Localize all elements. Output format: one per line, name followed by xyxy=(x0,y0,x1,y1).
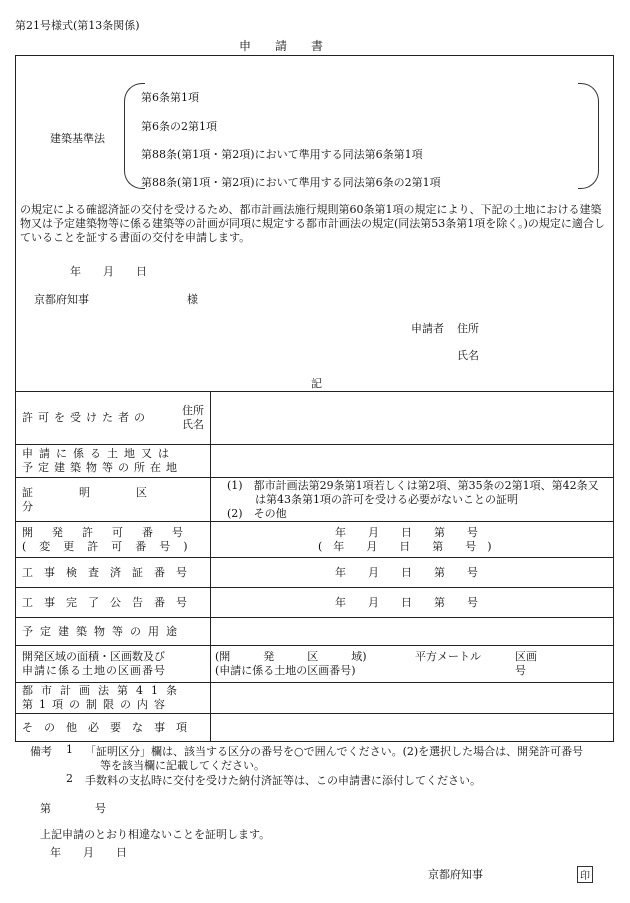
permit-number-value[interactable]: 年 月 日 第 号 xyxy=(335,525,478,539)
restriction-label-2: 第1項の制限の内容 xyxy=(22,698,171,711)
table-row xyxy=(16,588,614,618)
holder-value[interactable] xyxy=(211,392,614,445)
table-row xyxy=(16,558,614,588)
table-row xyxy=(16,714,614,742)
addressee: 京都府知事 xyxy=(34,293,89,306)
table-row xyxy=(16,445,614,478)
cert-issuer: 京都府知事 xyxy=(428,868,483,881)
details-table xyxy=(15,391,614,742)
inspection-cert-value[interactable]: 年 月 日 第 号 xyxy=(335,565,478,579)
building-use-value[interactable] xyxy=(211,618,614,646)
lot-number-unit: 号 xyxy=(515,664,526,677)
completion-notice-value[interactable]: 年 月 日 第 号 xyxy=(335,595,478,609)
right-brace xyxy=(578,83,599,189)
restriction-value[interactable] xyxy=(211,683,614,714)
note-1-number: 1 xyxy=(66,743,73,756)
certification-option-2[interactable]: (2) その他 xyxy=(227,506,287,520)
intro-paragraph: の規定による確認済証の交付を受けるため、都市計画法施行規則第60条第1項の規定により、下記の土地における建築物又は予定建築物等に係る建築等の計画が同項に規定する都市計画法の規定(同法第53条第1項を除く。)の規定に適合していることを証する書面の交付を申請します。 xyxy=(20,203,605,244)
permit-change-value[interactable]: ( 年 月 日 第 号 ) xyxy=(318,539,492,553)
note-2-number: 2 xyxy=(66,772,73,785)
area-label-1: 開発区域の面積・区画数及び xyxy=(22,650,165,663)
applicant-name-label: 氏名 xyxy=(457,349,479,362)
holder-name-label: 氏名 xyxy=(182,418,204,431)
dev-area-label: (開 発 区 域) xyxy=(215,650,367,663)
form-number: 第21号様式(第13条関係) xyxy=(15,19,140,32)
location-label-2: 予定建築物等の所在地 xyxy=(22,461,182,474)
other-items-label: その他必要な事項 xyxy=(22,720,198,734)
honorific: 様 xyxy=(187,293,198,306)
location-label-1: 申請に係る土地又は xyxy=(22,447,175,460)
applicant-address-label: 住所 xyxy=(457,322,479,335)
application-date: 年 月 日 xyxy=(70,265,147,278)
holder-address-label: 住所 xyxy=(182,404,204,417)
location-value[interactable] xyxy=(211,445,614,478)
cert-statement: 上記申請のとおり相違ないことを証明します。 xyxy=(40,828,271,841)
table-row xyxy=(16,522,614,558)
completion-notice-label: 工事完了公告番号 xyxy=(22,595,198,609)
applicant-label: 申請者 xyxy=(411,322,444,335)
permit-number-label: 開発許可番号 xyxy=(22,525,202,539)
notes-heading: 備考 xyxy=(30,745,52,758)
other-items-value[interactable] xyxy=(211,714,614,742)
holder-label: 許可を受けた者の xyxy=(22,411,150,424)
table-row xyxy=(16,478,614,522)
cert-date: 年 月 日 xyxy=(50,846,127,859)
building-use-label: 予定建築物等の用途 xyxy=(22,624,184,638)
lots-unit: 区画 xyxy=(515,650,537,663)
basis-item: 第6条の2第1項 xyxy=(141,120,217,133)
restriction-label-1: 都市計画法第41条 xyxy=(22,684,185,697)
note-2-text: 手数料の支払時に交付を受けた納付済証等は、この申請書に添付してください。 xyxy=(85,774,481,787)
area-unit: 平方メートル xyxy=(415,650,481,663)
note-1-text: 「証明区分」欄は、該当する区分の番号を○で囲んでください。(2)を選択した場合は、開発許可番号 xyxy=(85,745,584,758)
lot-number-label: (申請に係る土地の区画番号) xyxy=(215,664,356,677)
basis-law-label: 建築基準法 xyxy=(50,132,105,145)
table-row xyxy=(16,618,614,646)
cert-number-line: 第 号 xyxy=(40,802,106,815)
table-row xyxy=(16,392,614,445)
permit-change-label: (変更許可番号) xyxy=(22,539,201,553)
basis-item: 第88条(第1項・第2項)において準用する同法第6条の2第1項 xyxy=(141,176,441,189)
certification-type-label: 証明区分 xyxy=(22,485,193,513)
ki-heading: 記 xyxy=(311,377,322,390)
seal-mark: 印 xyxy=(577,866,593,883)
certification-option-1[interactable]: (1) 都市計画法第29条第1項若しくは第2項、第35条の2第1項、第42条又 xyxy=(227,478,599,492)
basis-item: 第6条第1項 xyxy=(141,91,199,104)
table-row xyxy=(16,646,614,683)
page-title: 申 請 書 xyxy=(239,39,324,53)
area-label-2: 申請に係る土地の区画番号 xyxy=(22,664,166,677)
table-row xyxy=(16,683,614,714)
basis-item: 第88条(第1項・第2項)において準用する同法第6条第1項 xyxy=(141,148,423,161)
certification-option-1-cont: は第43条第1項の許可を受ける必要がないことの証明 xyxy=(255,492,518,506)
inspection-cert-label: 工事検査済証番号 xyxy=(22,565,198,579)
note-1-continuation: 等を該当欄に記載してください。 xyxy=(100,759,265,772)
